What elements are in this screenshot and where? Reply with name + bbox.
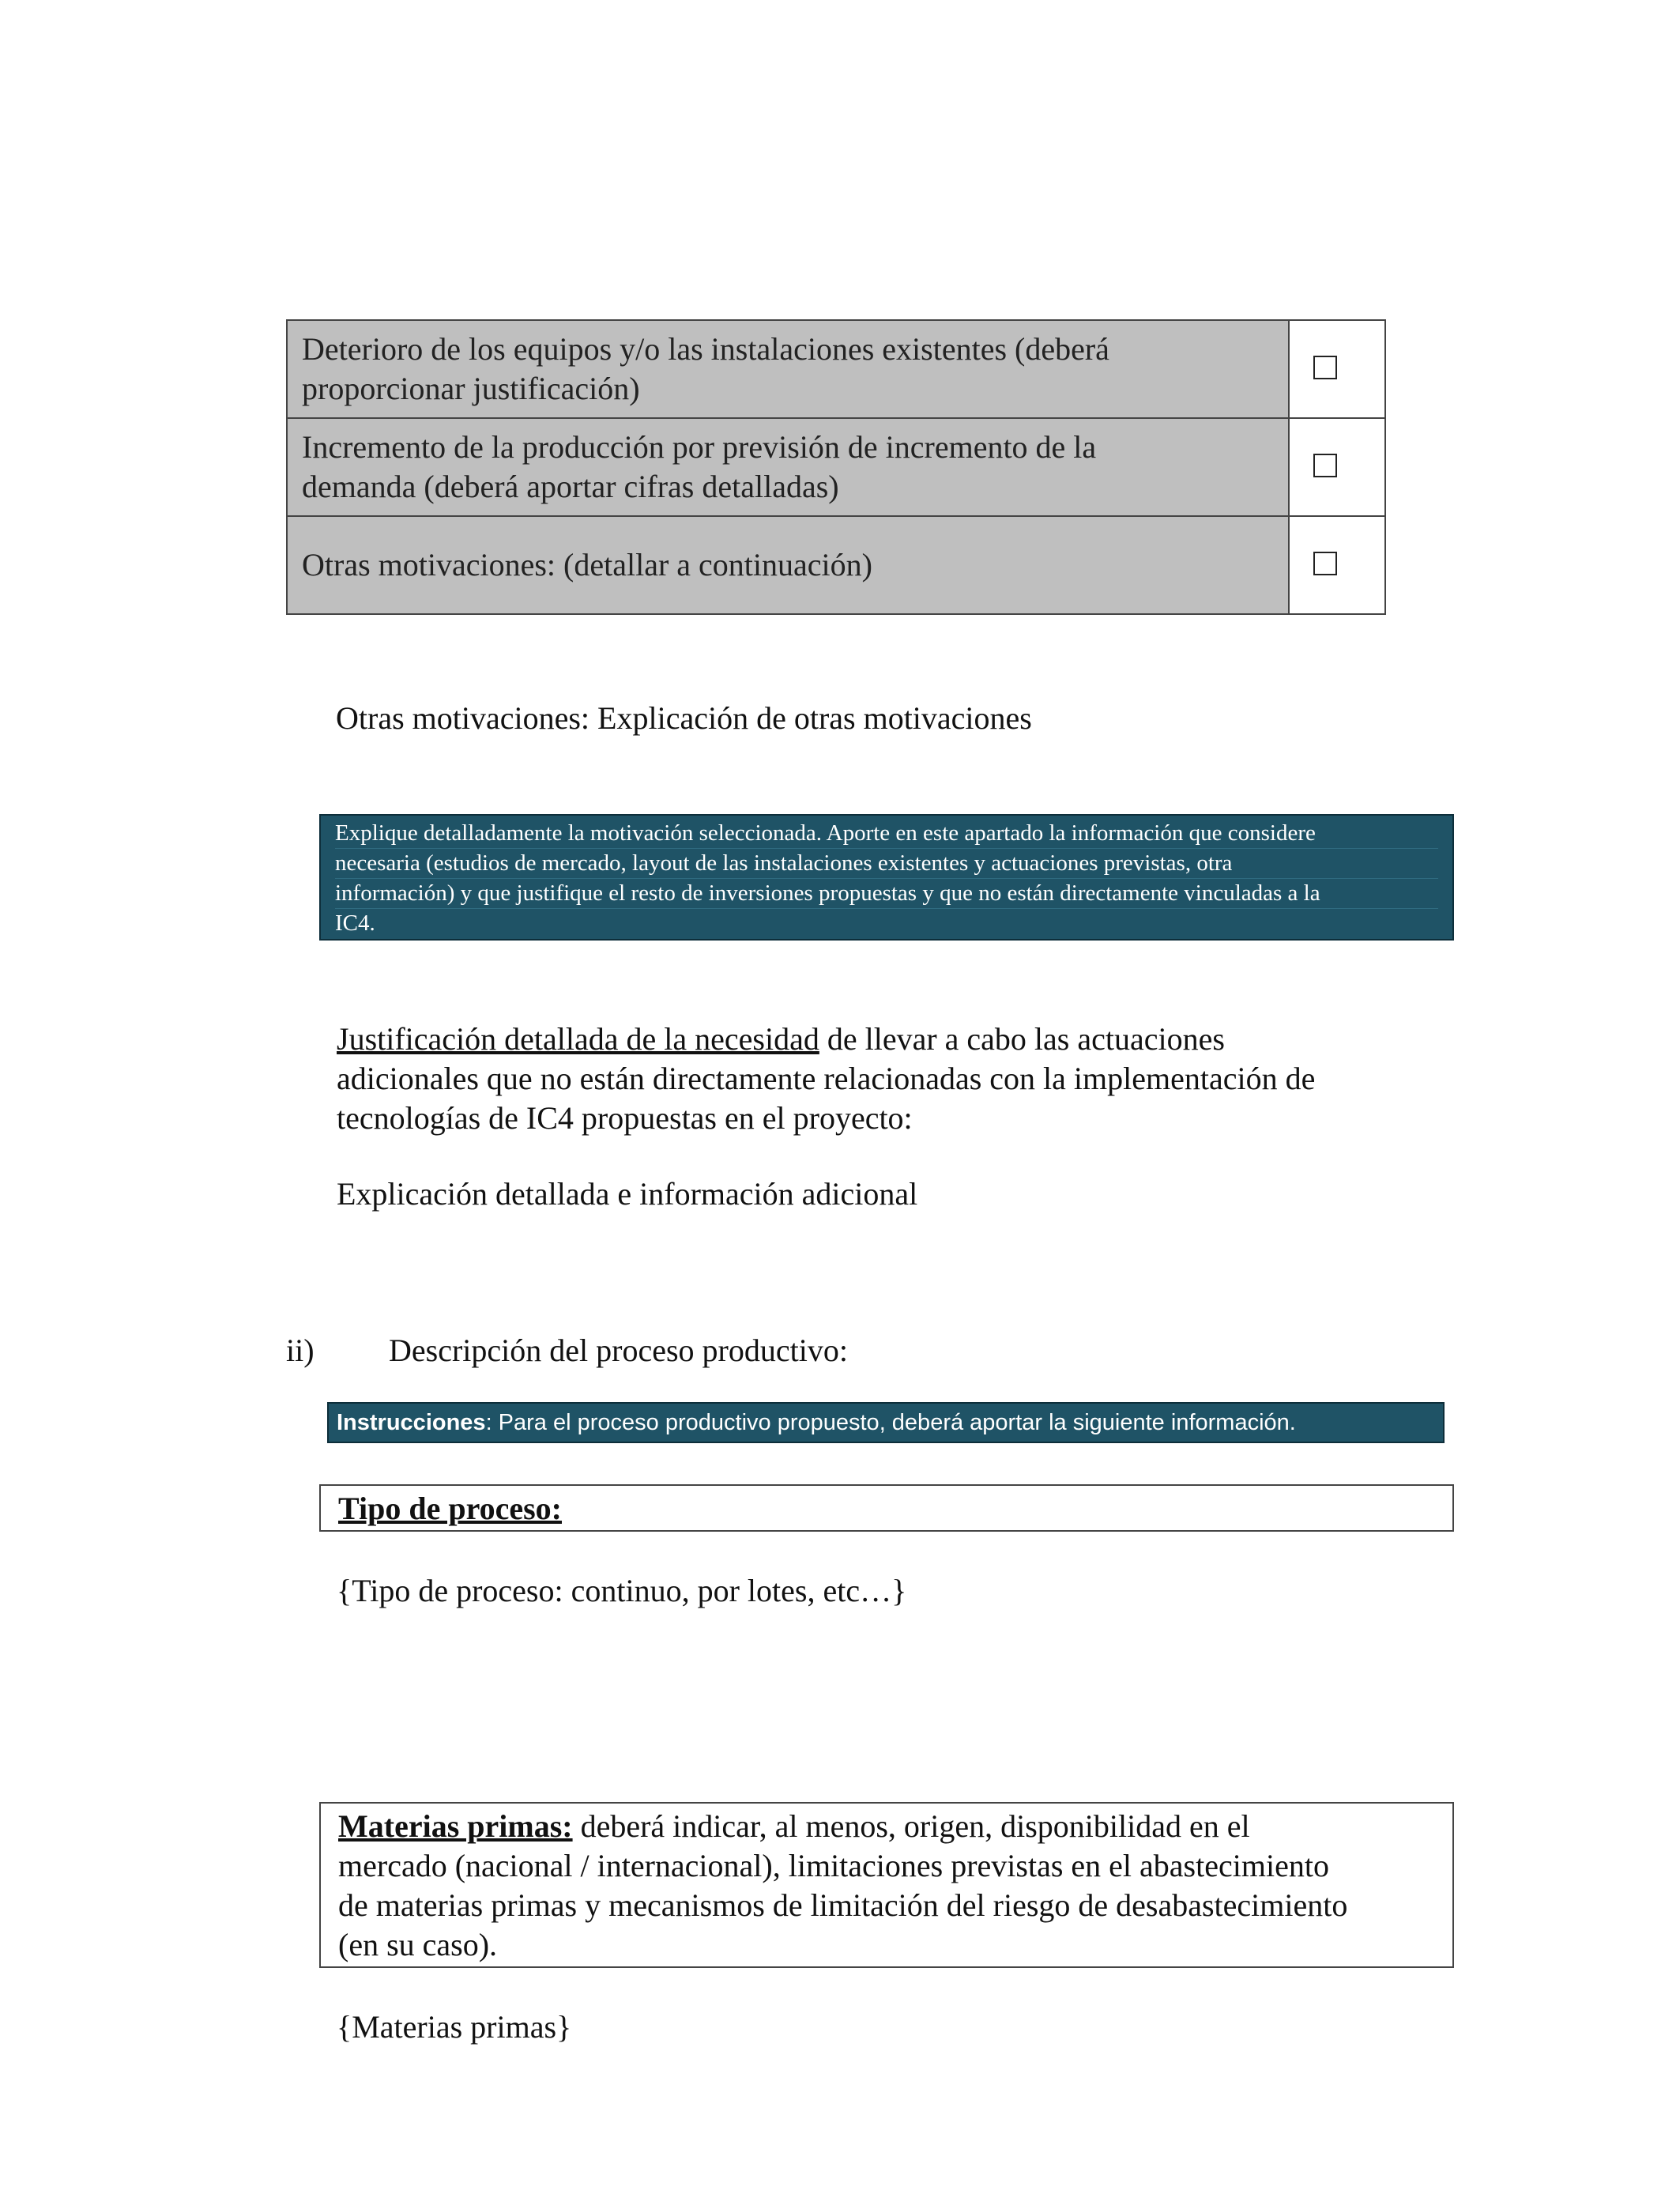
- instrucciones-box: [327, 1402, 1445, 1443]
- checkbox-otras[interactable]: [1313, 552, 1337, 575]
- tipo-proceso-placeholder[interactable]: {Tipo de proceso: continuo, por lotes, etc…}: [337, 1573, 907, 1608]
- motivation-label: Deterioro de los equipos y/o las instalaciones existentes (deberá proporcionar justificación): [287, 320, 1289, 418]
- materias-primas-placeholder[interactable]: {Materias primas}: [337, 2009, 572, 2045]
- checkbox-incremento[interactable]: [1313, 454, 1337, 477]
- motivations-table: [286, 319, 1386, 615]
- tipo-proceso-title: Tipo de proceso:: [338, 1491, 562, 1526]
- motivation-checkbox-cell: [1289, 516, 1385, 614]
- motivation-row-deterioro: [287, 320, 1385, 418]
- otras-motivaciones-heading: Otras motivaciones: Explicación de otras motivaciones: [336, 700, 1032, 736]
- motivation-checkbox-cell: [1289, 418, 1385, 516]
- explicacion-text: Explicación detallada e información adicional: [337, 1176, 918, 1212]
- info-box: [319, 814, 1454, 941]
- instrucciones-text: : Para el proceso productivo propuesto, deberá aportar la siguiente información.: [485, 1410, 1296, 1435]
- tipo-proceso-box: [319, 1484, 1454, 1532]
- section-title: Descripción del proceso productivo:: [389, 1333, 848, 1368]
- info-line: Explique detalladamente la motivación seleccionada. Aporte en este apartado la información que considere: [335, 819, 1438, 849]
- info-line: necesaria (estudios de mercado, layout de las instalaciones existentes y actuaciones previstas, otra: [335, 849, 1438, 879]
- motivation-row-otras: [287, 516, 1385, 614]
- info-line: IC4.: [335, 910, 375, 936]
- motivation-row-incremento: [287, 418, 1385, 516]
- motivation-label: Incremento de la producción por previsión de incremento de la demanda (deberá aportar cifras detalladas): [287, 418, 1289, 516]
- motivation-checkbox-cell: [1289, 320, 1385, 418]
- motivation-label: Otras motivaciones: (detallar a continuación): [287, 516, 1289, 614]
- justificacion-underlined: Justificación detallada de la necesidad: [337, 1021, 819, 1057]
- info-line: información) y que justifique el resto de inversiones propuestas y que no están directamente vinculadas a la: [335, 879, 1438, 909]
- justificacion-paragraph: Justificación detallada de la necesidad de llevar a cabo las actuaciones adicionales que no están directamente relacionadas con la implementación de tecnologías de IC4 propuestas en el proyecto:: [337, 1021, 1316, 1136]
- materias-primas-box: Materias primas: deberá indicar, al menos, origen, disponibilidad en el mercado (nacional / internacional), limitaciones previstas en el abastecimiento de materias primas y mecanismos de limitación del riesgo de desabastecimiento (en su caso).: [319, 1802, 1454, 1968]
- materias-primas-title: Materias primas:: [338, 1808, 573, 1844]
- checkbox-deterioro[interactable]: [1313, 356, 1337, 379]
- instrucciones-label: Instrucciones: [337, 1410, 486, 1435]
- section-number: ii): [286, 1333, 315, 1368]
